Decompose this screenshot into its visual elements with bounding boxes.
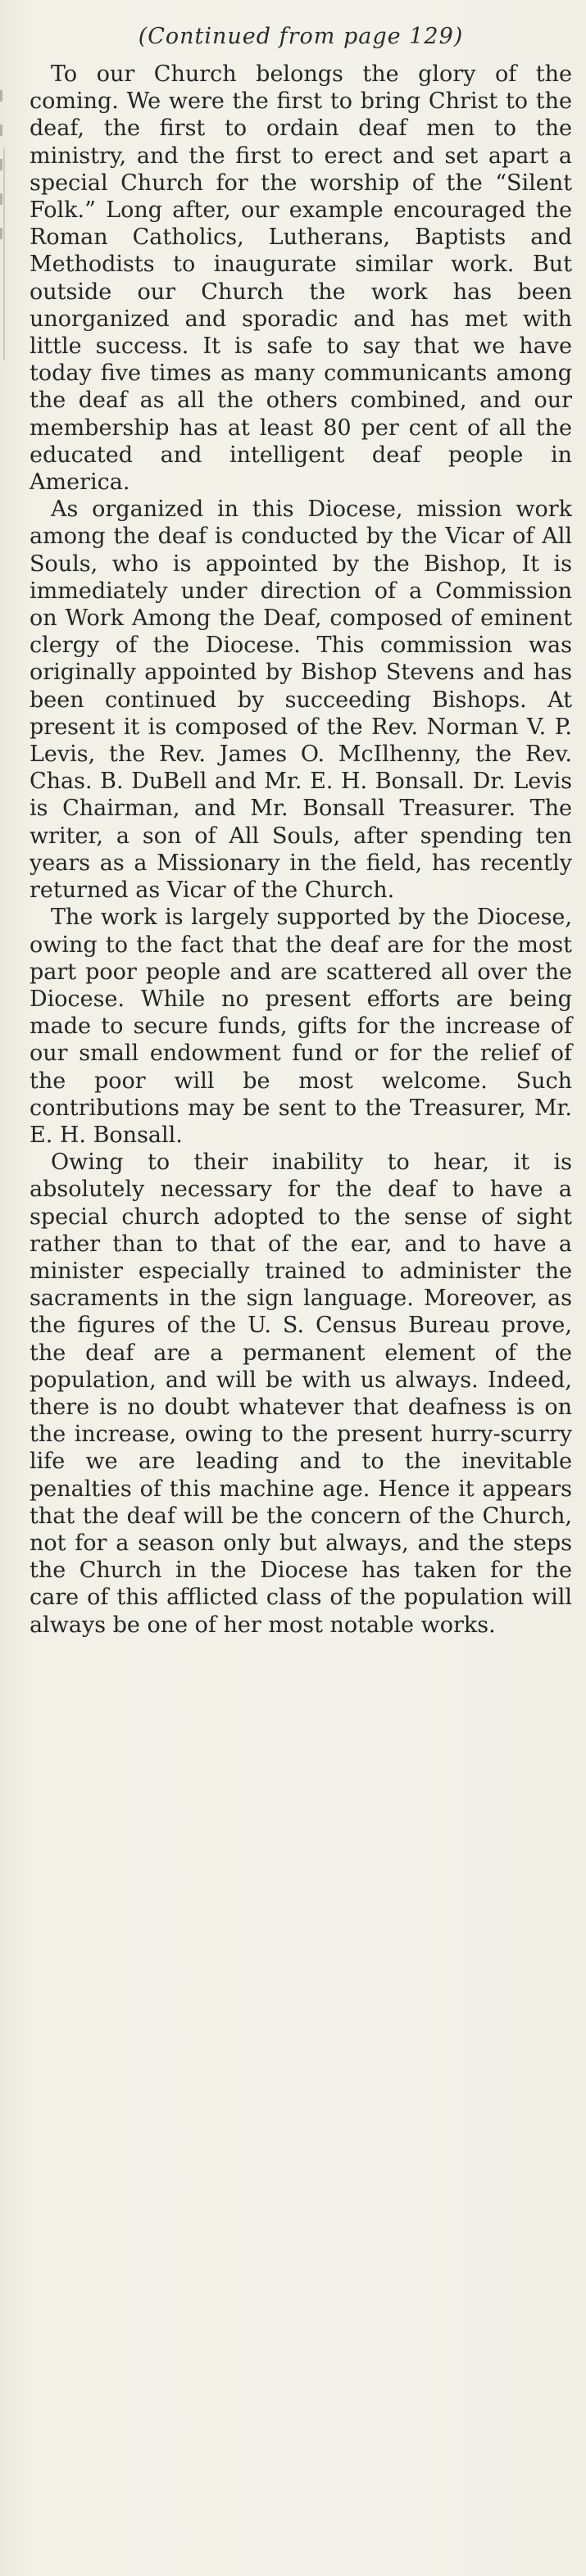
edge-mark [0, 159, 2, 170]
paragraph-3: The work is largely supported by the Diocese, owing to the fact that the deaf are for the most part poor people and are scattered all over the Diocese. While no present efforts are being made to secure funds, gifts for the increase of our small endowment fund or for the relief of the poor will be most welcome. Such contributions may be sent to the Treasurer, Mr. E. H. Bonsall. [30, 905, 572, 1148]
edge-mark [0, 228, 2, 239]
edge-mark [0, 193, 2, 205]
paragraph-1: To our Church belongs the glory of the coming. We were the first to bring Christ to the deaf, the first to ordain deaf men to the ministry, and the first to erect and set apart a special Church for the worship of the “Silent Folk.” Long after, our example encouraged the Roman Catholics, Lutherans, Baptists and Methodists to inaugurate similar work. But outside our Church the work has been unorganized and sporadic and has met with little success. It is safe to say that we have today five times as many communicants among the deaf as all the others combined, and our membership has at least 80 per cent of all the educated and intelligent deaf people in America. [30, 61, 572, 496]
continued-note: (Continued from page 129) [138, 24, 464, 49]
paragraph-4: Owing to their inability to hear, it is absolutely necessary for the deaf to have a special church adopted to the sense of sight rather than to that of the ear, and to have a minister especially trained to administer the sacraments in the sign language. Moreover, as the figures of the U. S. Census Bureau prove, the deaf are a permanent element of the population, and will be with us always. Indeed, there is no doubt whatever that deafness is on the increase, owing to the present hurry-scurry life we are leading and to the inevitable penalties of this machine age. Hence it appears that the deaf will be the concern of the Church, not for a season only but always, and the steps the Church in the Diocese has taken for the care of this afflicted class of the population will always be one of her most notable works. [30, 1150, 572, 1638]
paragraph-2: As organized in this Diocese, mission work among the deaf is conducted by the Vicar of All Souls, who is appointed by the Bishop, It is immediately under direction of a Commission on Work Among the Deaf, composed of eminent clergy of the Diocese. This commission was originally appointed by Bishop Stevens and has been continued by succeeding Bishops. At present it is composed of the Rev. Norman V. P. Levis, the Rev. James O. McIlhenny, the Rev. Chas. B. DuBell and Mr. E. H. Bonsall. Dr. Levis is Chairman, and Mr. Bonsall Treasurer. The writer, a son of All Souls, after spending ten years as a Missionary in the field, has recently returned as Vicar of the Church. [30, 497, 572, 904]
edge-mark [0, 90, 2, 102]
article-column [30, 23, 572, 1639]
binding-edge-marks [0, 90, 8, 262]
edge-mark [0, 125, 2, 136]
